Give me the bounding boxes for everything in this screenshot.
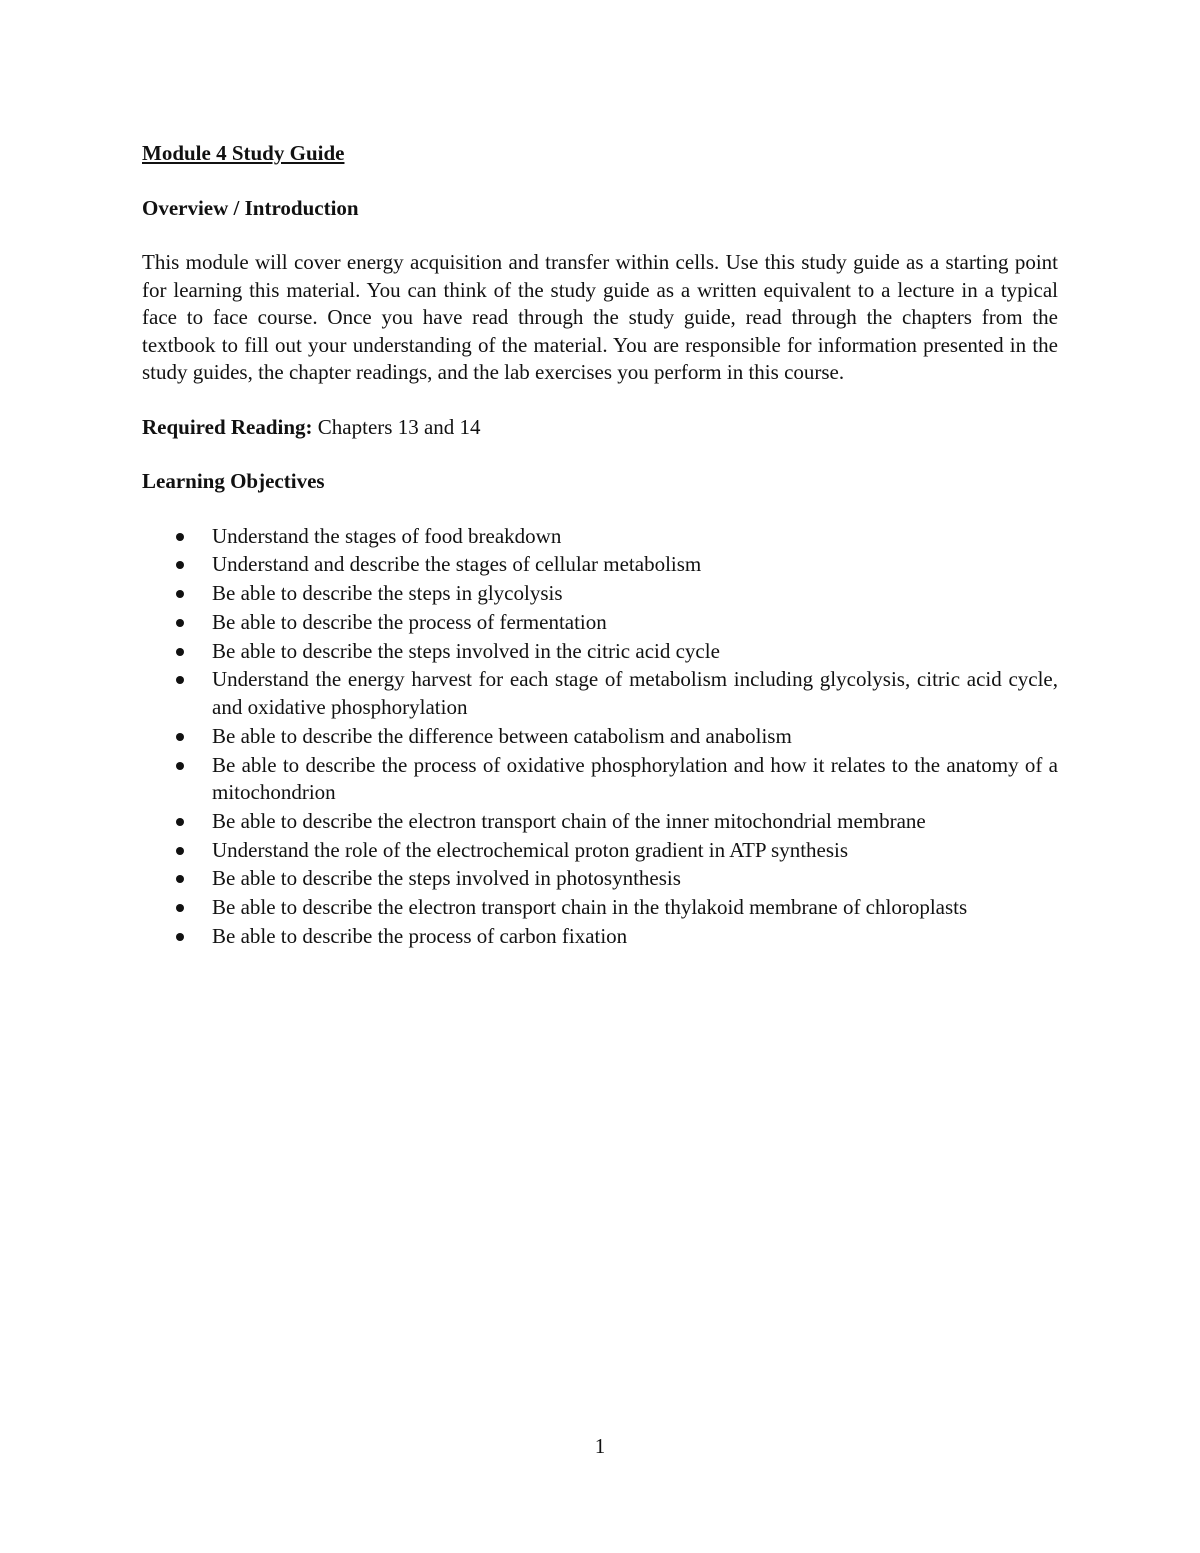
list-item: [142, 666, 1058, 721]
bullet-icon: [176, 561, 184, 569]
objective-text: Be able to describe the process of fermentation: [212, 609, 607, 634]
required-reading: [142, 414, 1058, 442]
bullet-icon: [176, 676, 184, 684]
objective-text: Be able to describe the electron transport chain of the inner mitochondrial membrane: [212, 808, 926, 833]
objective-text: Be able to describe the process of oxidative phosphorylation and how it relates to the anatomy of a mitochondrion: [212, 752, 1058, 805]
bullet-icon: [176, 648, 184, 656]
objective-text: Understand the stages of food breakdown: [212, 523, 562, 548]
objective-text: Understand the role of the electrochemical proton gradient in ATP synthesis: [212, 837, 849, 862]
list-item: [142, 837, 1058, 865]
list-item: [142, 609, 1058, 637]
bullet-icon: [176, 904, 184, 912]
objective-text: Be able to describe the electron transport chain in the thylakoid membrane of chloroplasts: [212, 895, 968, 920]
document-body: [142, 140, 1058, 952]
overview-heading: Overview / Introduction: [142, 195, 359, 220]
page-number: 1: [594, 1434, 606, 1458]
bullet-icon: [176, 619, 184, 627]
objective-text: Be able to describe the steps involved in photosynthesis: [212, 866, 681, 891]
list-item: [142, 638, 1058, 666]
objective-text: Understand the energy harvest for each stage of metabolism including glycolysis, citric acid cycle, and oxidative phosphorylation: [212, 667, 1058, 719]
objective-text: Be able to describe the difference between catabolism and anabolism: [212, 723, 792, 748]
bullet-icon: [176, 590, 184, 598]
list-item: [142, 551, 1058, 579]
list-item: [142, 523, 1058, 551]
list-item: [142, 894, 1058, 922]
bullet-icon: [176, 733, 184, 741]
bullet-icon: [176, 933, 184, 941]
document-title: Module 4 Study Guide: [142, 141, 345, 165]
bullet-icon: [176, 818, 184, 826]
list-item: [142, 865, 1058, 893]
list-item: [142, 580, 1058, 608]
list-item: [142, 723, 1058, 751]
objectives-list: [142, 523, 1058, 951]
required-reading-label: Required Reading:: [142, 414, 313, 439]
intro-paragraph: This module will cover energy acquisition and transfer within cells. Use this study guide as a starting point for learning this material. You can think of the study guide as a written equivalent to a lecture in a typical face to face course. Once you have read through the study guide, read through the chapters from the textbook to fill out your understanding of the material. You are responsible for information presented in the study guides, the chapter readings, and the lab exercises you perform in this course.: [142, 250, 1058, 384]
bullet-icon: [176, 533, 184, 541]
objective-text: Understand and describe the stages of cellular metabolism: [212, 552, 702, 577]
required-reading-value: Chapters 13 and 14: [312, 414, 481, 439]
objectives-heading: Learning Objectives: [142, 469, 325, 493]
objective-text: Be able to describe the steps in glycolysis: [212, 581, 563, 606]
bullet-icon: [176, 762, 184, 770]
bullet-icon: [176, 847, 184, 855]
objective-text: Be able to describe the process of carbon fixation: [212, 924, 628, 949]
bullet-icon: [176, 875, 184, 883]
objective-text: Be able to describe the steps involved in the citric acid cycle: [212, 638, 720, 663]
list-item: [142, 923, 1058, 951]
list-item: [142, 752, 1058, 807]
list-item: [142, 808, 1058, 836]
